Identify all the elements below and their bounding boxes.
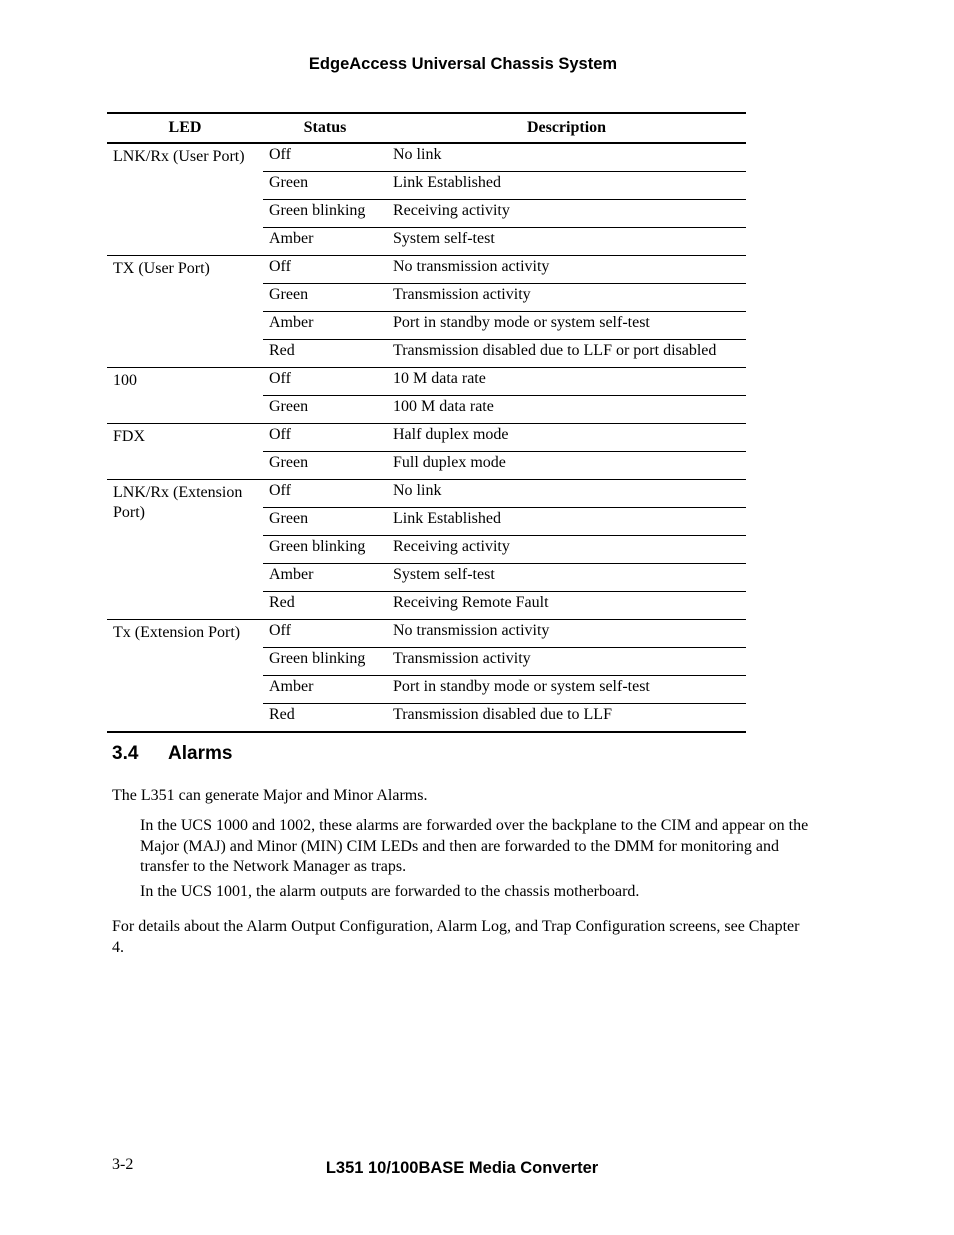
- status-cell: Green: [263, 396, 387, 424]
- description-cell: Full duplex mode: [387, 452, 746, 480]
- table-row: [107, 143, 746, 172]
- description-cell: Transmission disabled due to LLF: [387, 704, 746, 733]
- status-cell: Amber: [263, 312, 387, 340]
- section-heading: [112, 743, 232, 765]
- page-number: 3-2: [112, 1156, 134, 1173]
- column-header-description: Description: [387, 113, 746, 143]
- description-cell: Half duplex mode: [387, 424, 746, 452]
- description-cell: No link: [387, 480, 746, 508]
- led-status-table: [107, 112, 746, 733]
- status-cell: Red: [263, 340, 387, 368]
- status-cell: Red: [263, 704, 387, 733]
- table-row: [107, 256, 746, 284]
- status-cell: Green: [263, 508, 387, 536]
- column-header-status: Status: [263, 113, 387, 143]
- table-row: [107, 620, 746, 648]
- led-name-cell: TX (User Port): [107, 256, 263, 368]
- led-name-cell: FDX: [107, 424, 263, 480]
- status-cell: Amber: [263, 676, 387, 704]
- description-cell: Transmission activity: [387, 284, 746, 312]
- description-cell: System self-test: [387, 564, 746, 592]
- status-cell: Amber: [263, 228, 387, 256]
- description-cell: Receiving activity: [387, 536, 746, 564]
- table-row: [107, 368, 746, 396]
- status-cell: Green: [263, 172, 387, 200]
- status-cell: Green blinking: [263, 648, 387, 676]
- description-cell: Transmission activity: [387, 648, 746, 676]
- section-title: Alarms: [168, 743, 233, 764]
- led-name-cell: Tx (Extension Port): [107, 620, 263, 733]
- status-cell: Green blinking: [263, 200, 387, 228]
- status-cell: Amber: [263, 564, 387, 592]
- description-cell: Link Established: [387, 508, 746, 536]
- led-name-cell: LNK/Rx (Extension Port): [107, 480, 263, 620]
- column-header-led: LED: [107, 113, 263, 143]
- description-cell: Transmission disabled due to LLF or port disabled: [387, 340, 746, 368]
- status-cell: Off: [263, 368, 387, 396]
- table-row: [107, 480, 746, 508]
- led-name-cell: 100: [107, 368, 263, 424]
- status-cell: Off: [263, 480, 387, 508]
- status-cell: Off: [263, 256, 387, 284]
- description-cell: System self-test: [387, 228, 746, 256]
- description-cell: 10 M data rate: [387, 368, 746, 396]
- page-header: EdgeAccess Universal Chassis System: [308, 55, 618, 73]
- status-cell: Off: [263, 424, 387, 452]
- footer-title: L351 10/100BASE Media Converter: [325, 1159, 599, 1177]
- description-cell: No transmission activity: [387, 620, 746, 648]
- description-cell: 100 M data rate: [387, 396, 746, 424]
- description-cell: Port in standby mode or system self-test: [387, 312, 746, 340]
- status-cell: Off: [263, 620, 387, 648]
- status-cell: Green: [263, 452, 387, 480]
- description-cell: No transmission activity: [387, 256, 746, 284]
- led-name-cell: LNK/Rx (User Port): [107, 143, 263, 256]
- alarms-ucs-1001: In the UCS 1001, the alarm outputs are forwarded to the chassis motherboard.: [140, 883, 640, 900]
- section-number: 3.4: [112, 743, 139, 764]
- description-cell: Receiving activity: [387, 200, 746, 228]
- status-cell: Green blinking: [263, 536, 387, 564]
- alarms-closing: For details about the Alarm Output Configuration, Alarm Log, and Trap Configuration screens, see Chapter 4.: [112, 918, 800, 956]
- description-cell: Receiving Remote Fault: [387, 592, 746, 620]
- description-cell: Link Established: [387, 172, 746, 200]
- table-row: [107, 424, 746, 452]
- description-cell: Port in standby mode or system self-test: [387, 676, 746, 704]
- table-header-row: [107, 113, 746, 143]
- status-cell: Off: [263, 143, 387, 172]
- alarms-intro: The L351 can generate Major and Minor Alarms.: [112, 787, 428, 804]
- description-cell: No link: [387, 143, 746, 172]
- status-cell: Red: [263, 592, 387, 620]
- alarms-ucs-1000-1002: In the UCS 1000 and 1002, these alarms are forwarded over the backplane to the CIM and appear on the Major (MAJ) and Minor (MIN) CIM LEDs and then are forwarded to the DMM for monitoring and transfer to the Network Manager as traps.: [140, 817, 809, 875]
- table-body: [107, 143, 746, 732]
- status-cell: Green: [263, 284, 387, 312]
